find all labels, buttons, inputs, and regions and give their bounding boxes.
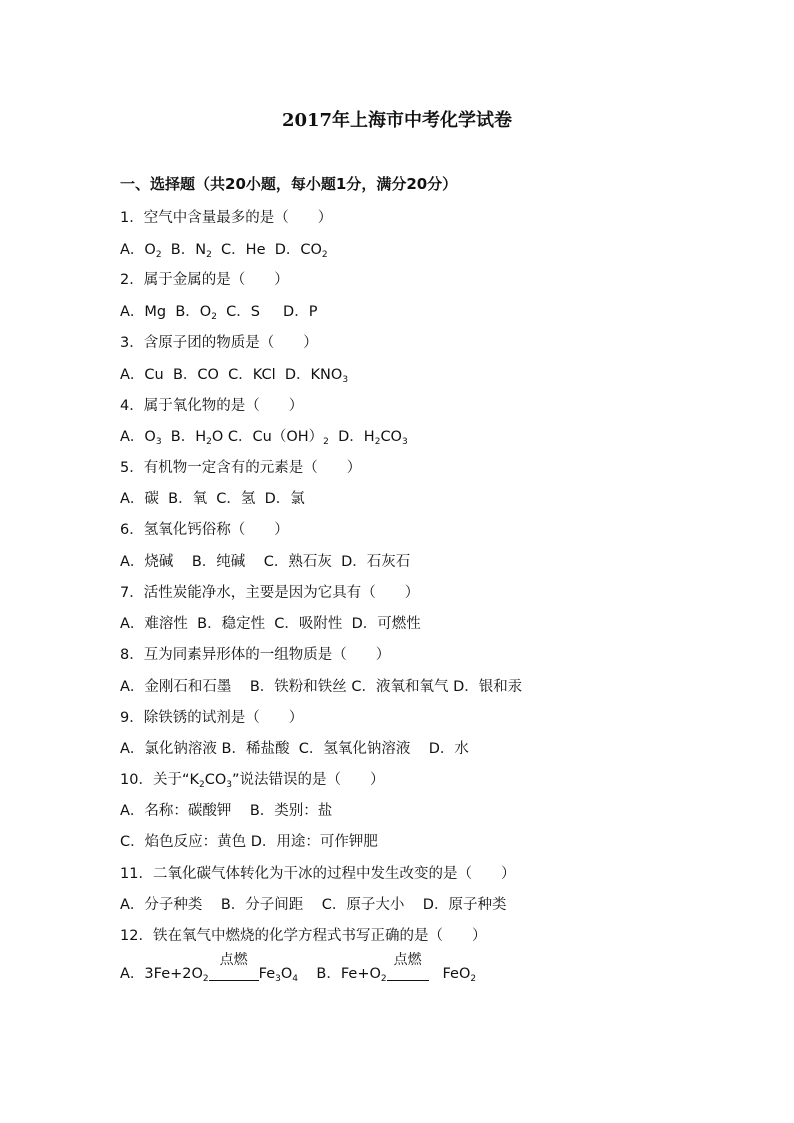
options-1: A．$O_2$ B．$N_2$ C．He D．$CO_2$ <box>120 242 328 260</box>
question-9: 9．除铁锈的试剂是（ ） <box>120 710 304 726</box>
question-8: 8．互为同素异形体的一组物质是（ ） <box>120 647 391 663</box>
section-heading: 一、选择题（共20小题，每小题1分，满分20分） <box>120 175 458 193</box>
question-2: 2．属于金属的是（ ） <box>120 272 289 288</box>
question-12: 12．铁在氧气中燃烧的化学方程式书写正确的是（ ） <box>120 928 487 944</box>
question-1: 1．空气中含量最多的是（ ） <box>120 210 333 226</box>
options-8: A．金刚石和石墨 B．铁粉和铁丝 C．液氧和氧气 D．银和汞 <box>120 679 523 695</box>
reaction-arrow-a: 点燃 <box>209 966 259 985</box>
reaction-arrow-b: 点燃 <box>387 966 429 985</box>
options-6: A．烧碱 B．纯碱 C．熟石灰 D．石灰石 <box>120 554 411 570</box>
options-2: A．Mg B．$O_2$ C．S D．P <box>120 304 318 322</box>
options-10-a: A．名称：碳酸钾 B．类别：盐 <box>120 803 333 819</box>
options-10-b: C．焰色反应：黄色 D．用途：可作钾肥 <box>120 834 378 850</box>
question-4: 4．属于氧化物的是（ ） <box>120 398 304 414</box>
options-5: A．碳 B．氧 C．氢 D．氯 <box>120 491 305 507</box>
options-4: A．$O_3$ B．$H_2O$ C．$Cu(OH)_2$ D．$H_2CO_3$ <box>120 429 408 447</box>
question-3: 3．含原子团的物质是（ ） <box>120 335 318 351</box>
question-5: 5．有机物一定含有的元素是（ ） <box>120 460 362 476</box>
question-11: 11．二氧化碳气体转化为干冰的过程中发生改变的是（ ） <box>120 866 516 882</box>
options-12: A．$3Fe+2O_2$ 点燃 $Fe_3O_4$ B．$Fe+O_2$ 点燃 FeO$_2$ <box>120 952 477 984</box>
page-title: 2017年上海市中考化学试卷 <box>281 110 513 131</box>
options-11: A．分子种类 B．分子间距 C．原子大小 D．原子种类 <box>120 897 507 913</box>
options-7: A．难溶性 B．稳定性 C．吸附性 D．可燃性 <box>120 616 421 632</box>
options-3: A．Cu B．CO C．KCl D．$KNO_3$ <box>120 367 349 385</box>
question-10: 10．关于“$K_2CO_3$”说法错误的是（ ） <box>120 772 385 790</box>
question-6: 6．氢氧化钙俗称（ ） <box>120 522 289 538</box>
question-7: 7．活性炭能净水，主要是因为它具有（ ） <box>120 585 420 601</box>
options-9: A．氯化钠溶液 B．稀盐酸 C．氢氧化钠溶液 D．水 <box>120 741 469 757</box>
